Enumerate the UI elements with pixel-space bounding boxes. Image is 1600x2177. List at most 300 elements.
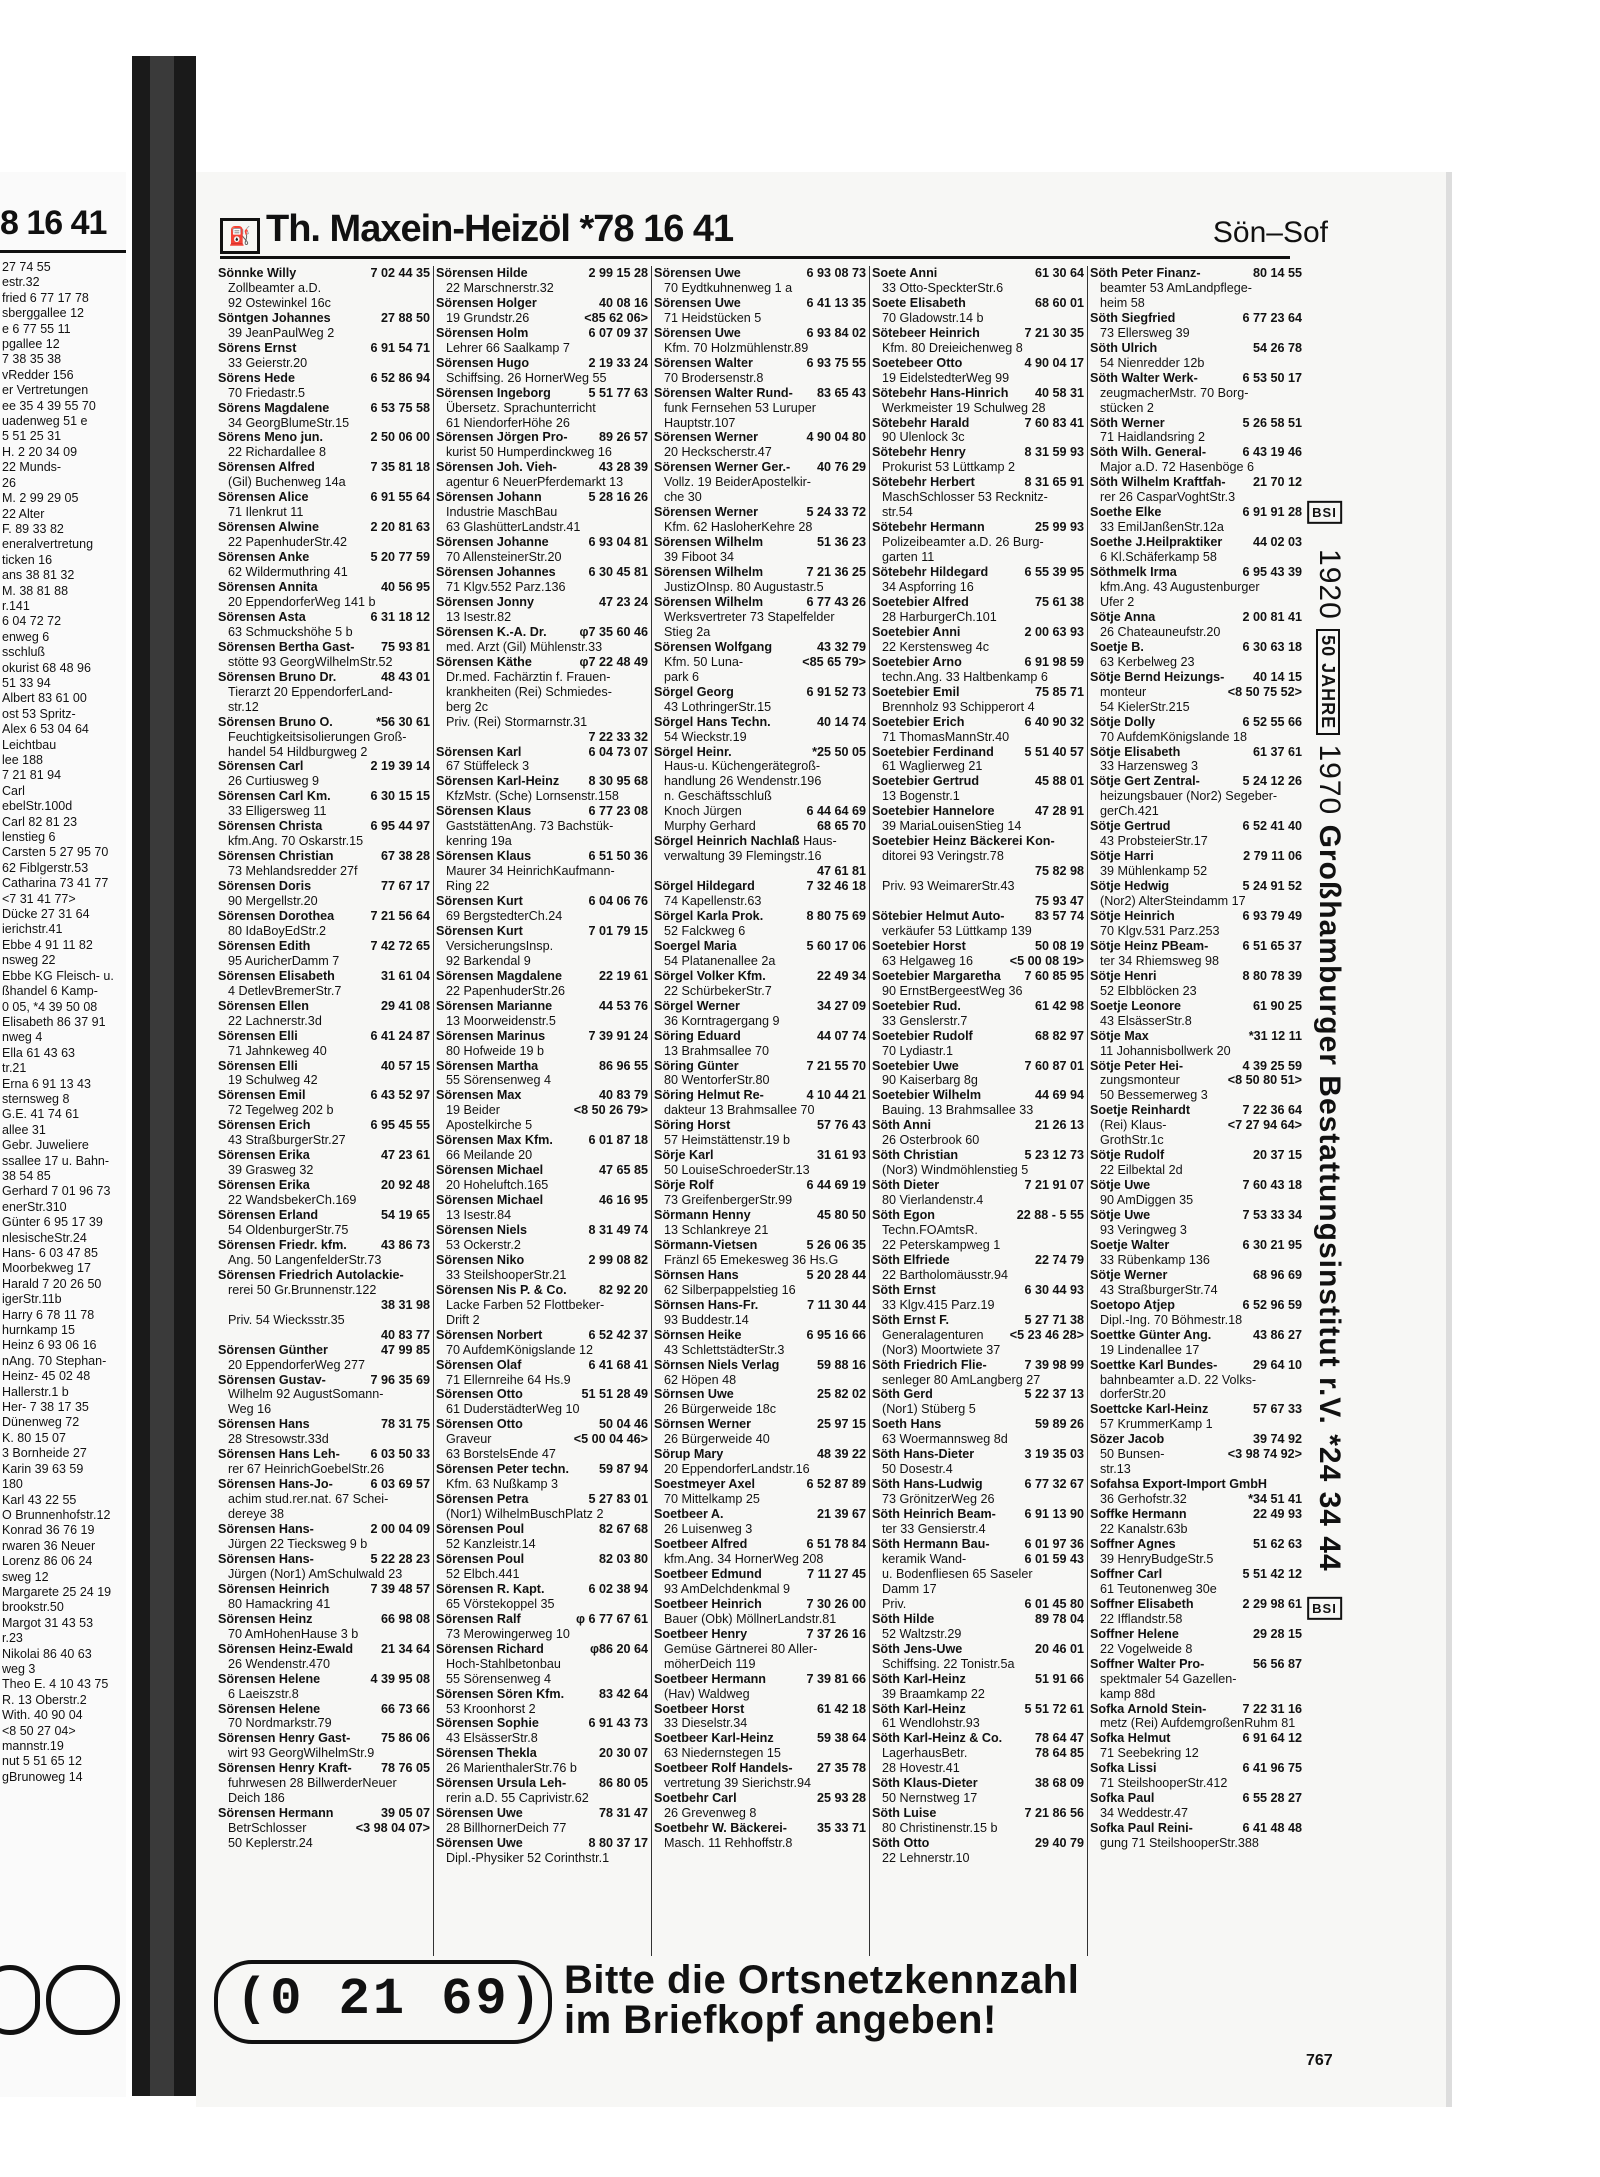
phone-number: <3 98 74 92> [1225,1447,1302,1462]
adjacent-page-line: Theo E. 4 10 43 75 [2,1677,109,1692]
listing-continuation [436,700,648,715]
entry-name: Soetebier Arno [872,654,962,669]
phone-number: 47 61 81 [816,864,866,879]
listing-continuation [654,849,866,864]
listing-continuation [1090,1642,1302,1657]
listing-continuation [1090,1118,1302,1133]
entry-name: Söring Horst [654,1118,731,1133]
entry-detail: 52 Kanzleistr.14 [446,1537,536,1552]
listing-entry [654,266,866,281]
entry-detail: VersicherungsInsp. [446,938,554,953]
entry-name: Soethe Elke [1090,505,1162,520]
listing-continuation [218,864,430,879]
entry-detail: 43 LothringerStr.15 [664,699,772,714]
adjacent-page-line: Harald 7 20 26 50 [2,1276,102,1291]
listing-entry [218,1582,430,1597]
entry-name: Sötje Henri [1090,968,1157,983]
listing-continuation [1090,655,1302,670]
entry-name: Sötebeer Heinrich [872,325,980,340]
phone-number: 43 28 39 [596,460,648,475]
entry-name: Sötje Hedwig [1090,879,1170,894]
entry-detail: 92 Barkendal 9 [446,953,531,968]
entry-detail: 61 Wendlohstr.93 [882,1716,980,1731]
entry-detail: krankheiten (Rei) Schmiedes- [446,684,612,699]
entry-detail: 62 Höpen 48 [664,1372,737,1387]
listing-entry [436,430,648,445]
phone-number: 6 77 23 64 [1239,311,1302,326]
entry-name: Soetje Leonore [1090,998,1181,1013]
phone-number: *25 50 05 [809,745,866,760]
entry-name: Sörensen Niko [436,1252,525,1267]
listing-entry [218,1612,430,1627]
entry-detail: dakteur 13 Brahmsallee 70 [664,1103,815,1118]
listing-continuation [654,924,866,939]
listing-continuation [872,430,1084,445]
adjacent-page-line: K. 80 15 07 [2,1430,66,1445]
entry-name: Sofka Helmut [1090,1731,1171,1746]
entry-detail: 71 ThomasMannStr.40 [882,729,1010,744]
listing-continuation [1090,595,1302,610]
phone-number: 2 00 63 93 [1021,625,1084,640]
listing-continuation [436,1507,648,1522]
entry-detail: 71 Ellernreihe 64 Hs.9 [446,1372,571,1387]
phone-number: 7 32 46 18 [803,879,866,894]
listing-continuation [436,730,648,745]
listing-entry [872,625,1084,640]
entry-detail: 61 NiendorferHöhe 26 [446,415,570,430]
phone-number: 6 44 69 19 [803,1178,866,1193]
phone-number: 39 05 07 [378,1806,430,1821]
phone-number: *34 51 41 [1245,1492,1302,1507]
listing-entry [218,401,430,416]
entry-detail: Kfm. 63 Nußkamp 3 [446,1477,558,1492]
listing-entry [218,1417,430,1432]
entry-name: Soergel Maria [654,938,737,953]
phone-number: 6 41 68 41 [585,1358,648,1373]
entry-name: Soetebier Margaretha [872,968,1001,983]
listing-continuation [436,371,648,386]
entry-name: Sörensen Poul [436,1551,525,1566]
phone-number: φ86 20 64 [587,1642,648,1657]
entry-name: Sörensen Niels [436,1223,527,1237]
phone-number: 5 20 77 59 [367,550,430,565]
phone-number: 38 31 98 [380,1297,430,1312]
page-number: 767 [1306,2052,1333,2069]
entry-name: Sörensen Heinz-Ewald [218,1641,354,1656]
entry-name: Soetopo Atjep [1090,1297,1175,1312]
listing-continuation [654,520,866,535]
listing-entry [436,1492,648,1507]
listing-continuation [218,505,430,520]
entry-name: Sörensen Alfred [218,460,315,475]
listing-entry [218,819,430,834]
entry-name: Sörensen Christa [218,819,323,834]
header-rule [220,256,1290,259]
phone-number: 39 74 92 [1250,1432,1302,1447]
listing-continuation [436,1672,648,1687]
listing-entry [436,326,648,341]
entry-name: Söth Heinrich Beam- [872,1507,996,1522]
listing-continuation [654,1492,866,1507]
phone-number: 75 85 71 [1032,685,1084,700]
entry-detail: 93 AmDelchdenkmal 9 [664,1581,791,1596]
phone-number: 6 40 90 32 [1021,715,1084,730]
entry-detail: 71 Haidlandsring 2 [1100,430,1206,445]
listing-continuation [1090,759,1302,774]
phone-number: 29 64 10 [1250,1358,1302,1373]
entry-detail: 71 SteilshooperStr.412 [1100,1776,1228,1791]
entry-name: Sötebehr Harald [872,415,970,430]
entry-name: Sörensen Erika [218,1148,310,1163]
entry-name: Sörensen Anke [218,550,310,565]
adjacent-page-line: lee 188 [2,753,44,767]
listing-entry [218,371,430,386]
phone-number: 40 08 16 [596,296,648,311]
entry-detail: 71 Ilenkrut 11 [228,505,304,520]
entry-detail: 61 Teutonenweg 30e [1100,1581,1217,1596]
listing-entry [1090,445,1302,460]
entry-name: Söth Hans-Ludwig [872,1477,983,1492]
entry-detail: 13 Isestr.84 [446,1208,512,1223]
listing-entry [218,610,430,625]
listing-entry [654,296,866,311]
listing-entry [1090,969,1302,984]
listing-continuation [436,1791,648,1806]
entry-detail: 52 Falckweg 6 [664,923,746,938]
listing-continuation [872,849,1084,864]
entry-detail: Bauing. 13 Brahmsallee 33 [882,1103,1034,1118]
listing-entry [654,1447,866,1462]
entry-name: Soettke Günter Ang. [1090,1327,1212,1342]
listing-continuation [1090,296,1302,311]
listing-continuation [654,774,866,789]
phone-number: *31 12 11 [1246,1029,1302,1044]
listing-entry [436,266,648,281]
listing-column [218,266,430,1956]
entry-name: Sörensen Käthe [436,654,532,669]
listing-continuation [1090,685,1302,700]
entry-detail: Masch. 11 Rehhoffstr.8 [664,1836,793,1851]
entry-detail: 50 Bessemerweg 3 [1100,1088,1208,1103]
entry-name: Söth Ernst F. [872,1312,949,1327]
listing-entry [654,326,866,341]
entry-detail: 26 MarienthalerStr.76 b [446,1761,577,1776]
listing-continuation [872,1716,1084,1731]
listing-continuation [1090,1417,1302,1432]
entry-detail: 39 Fiboot 34 [664,550,735,565]
listing-continuation [872,700,1084,715]
listing-continuation [654,1163,866,1178]
entry-detail: 61 Waglierweg 21 [882,759,983,774]
entry-detail: 22 WandsbekerCh.169 [228,1193,357,1208]
listing-continuation [654,1193,866,1208]
listing-continuation [1090,1253,1302,1268]
phone-number: 22 49 34 [814,969,866,984]
listing-continuation [872,1298,1084,1313]
listing-entry [436,490,648,505]
listing-entry [654,1791,866,1806]
phone-number: 22 88 - 5 55 [1014,1208,1084,1223]
listing-continuation [872,550,1084,565]
listing-entry [1090,505,1302,520]
entry-detail: Ring 22 [446,879,490,894]
adjacent-page-line: ost 53 Spritz- [2,706,76,721]
listing-continuation [218,1492,430,1507]
listing-entry [1090,1208,1302,1223]
entry-name: Soettke Karl Bundes- [1090,1357,1218,1372]
entry-name: Sörensen Richard [436,1641,544,1656]
entry-name: Sötje Heinrich [1090,908,1175,923]
listing-entry [872,326,1084,341]
phone-number: 7 21 91 07 [1021,1178,1084,1193]
phone-number: 7 02 44 35 [367,266,430,281]
phone-number: 5 22 37 13 [1021,1387,1084,1402]
phone-number: 75 93 81 [378,640,430,655]
entry-detail: (Nor3) Windmöhlenstieg 5 [882,1163,1029,1178]
entry-name: Sötje Gert Zentral- [1090,774,1200,789]
phone-number: 4 90 04 80 [803,430,866,445]
listing-entry [218,715,430,730]
listing-continuation [436,1178,648,1193]
entry-detail: Ang. 50 LangenfelderStr.73 [228,1252,382,1267]
entry-detail: 22 Bartholomäusstr.94 [882,1267,1009,1282]
entry-detail: str.12 [228,699,259,714]
listing-continuation [218,1298,430,1313]
listing-entry [654,834,866,849]
listing-continuation [872,311,1084,326]
entry-detail: 6 Kl.Schäferkamp 58 [1100,550,1217,565]
adjacent-page-line: Alex 6 53 04 64 [2,722,89,737]
phone-number: 5 24 91 52 [1239,879,1302,894]
phone-number: 2 19 33 24 [585,356,648,371]
entry-name: Soestmeyer Axel [654,1477,756,1492]
entry-detail: 63 Kerbelweg 23 [1100,654,1195,669]
listing-entry [436,535,648,550]
adjacent-page-line: Leichtbau [2,737,57,752]
entry-detail: ter 33 Gensierstr.4 [882,1522,986,1537]
entry-name: Söth Hans-Dieter [872,1447,975,1462]
entry-detail: 13 Bogenstr.1 [882,789,960,804]
entry-detail: Priv. (Rei) Stormarnstr.31 [446,714,588,729]
listing-entry [436,1776,648,1791]
entry-detail: dereye 38 [228,1507,285,1522]
entry-detail: 33 SteilshooperStr.21 [446,1267,567,1282]
listing-continuation [218,1687,430,1702]
entry-name: Sörnsen Heike [654,1327,742,1342]
entry-name: Soete Elisabeth [872,295,966,310]
phone-number: 5 51 40 57 [1021,745,1084,760]
listing-continuation [654,1642,866,1657]
adjacent-page-line: rwaren 36 Neuer [2,1538,96,1553]
entry-detail: Polizeibeamter a.D. 26 Burg- [882,535,1044,550]
entry-name: Söth Ulrich [1090,340,1158,355]
entry-detail: 34 Aspforring 16 [882,580,974,595]
listing-continuation [218,1313,430,1328]
phone-number: 40 83 79 [596,1088,648,1103]
entry-detail: bahnbeamter a.D. 22 Volks- [1100,1372,1257,1387]
entry-detail: 63 Schmuckshöhe 5 b [228,624,353,639]
entry-name: Sörensen Bruno Dr. [218,669,337,684]
listing-entry [436,386,648,401]
phone-number: <8 50 75 52> [1225,685,1302,700]
entry-name: Sörensen Werner Ger.- [654,460,791,475]
listing-continuation [872,1582,1084,1597]
listing-entry [436,625,648,640]
phone-number: 77 67 17 [378,879,430,894]
entry-detail: 43 StraßburgerStr.74 [1100,1282,1218,1297]
listing-continuation [218,1432,430,1447]
listing-entry [436,1253,648,1268]
entry-name: Sörensen Werner [654,505,759,520]
phone-number: 86 96 55 [596,1059,648,1074]
listing-continuation [654,864,866,879]
phone-number: 6 04 73 07 [585,745,648,760]
entry-detail: ter 34 Rhiemsweg 98 [1100,953,1220,968]
adjacent-page-line: Ebbe 4 91 11 82 [2,937,93,952]
adjacent-page-line: R. 13 Oberstr.2 [2,1692,87,1707]
entry-name: Soetbeer A. [654,1507,724,1522]
listing-continuation [1090,1522,1302,1537]
phone-number: 51 62 63 [1250,1537,1302,1552]
phone-number: 7 60 85 95 [1021,969,1084,984]
listing-continuation [218,386,430,401]
listing-entry [872,1253,1084,1268]
entry-detail: 33 Geierstr.20 [228,355,308,370]
area-code-badge [214,1960,552,2044]
listing-continuation [1090,1806,1302,1821]
phone-number: 7 22 31 16 [1239,1702,1302,1717]
phone-number: 6 95 43 39 [1239,565,1302,580]
entry-name: Söring Günter [654,1058,739,1073]
entry-detail: Apostelkirche 5 [446,1118,533,1133]
phone-number: 44 69 94 [1032,1088,1084,1103]
entry-detail: 90 Kaiserbarg 8g [882,1073,978,1088]
listing-continuation [1090,520,1302,535]
phone-number: 51 36 23 [814,535,866,550]
entry-detail: 19 EidelstedterWeg 99 [882,370,1010,385]
page-header [220,208,1340,268]
entry-name: Sörensen Uwe [654,295,741,310]
entry-detail: kfm.Ang. 43 Augustenburger [1100,580,1260,595]
entry-detail: 22 Kanalstr.63b [1100,1522,1188,1537]
listing-continuation [654,759,866,774]
listing-continuation [872,1567,1084,1582]
entry-detail: Feuchtigkeitsisolierungen Groß- [228,729,407,744]
listing-entry [872,475,1084,490]
listing-column [1090,266,1302,1956]
listing-continuation [872,640,1084,655]
adjacent-page-line: 22 Munds- [2,460,62,475]
entry-detail: Kfm. 50 Luna- [664,654,744,669]
listing-entry [218,1148,430,1163]
listing-continuation [654,670,866,685]
listing-entry [1090,1477,1302,1492]
adjacent-page-line: Gebr. Juweliere [2,1138,89,1153]
listing-continuation [654,311,866,326]
entry-detail: Fränzl 65 Emekesweg 36 Hs.G [664,1252,839,1267]
phone-number: 6 52 86 94 [367,371,430,386]
listing-continuation [654,700,866,715]
adjacent-page-line: enweg 6 [2,629,50,644]
entry-name: Sörensen Hans Leh- [218,1447,340,1462]
adjacent-page-line: Moorbekweg 17 [2,1261,91,1276]
listing-continuation [872,1597,1084,1612]
entry-detail: n. Geschäftsschluß [664,789,772,804]
phone-number: 34 27 09 [814,999,866,1014]
listing-entry [872,834,1084,849]
listing-entry [654,1238,866,1253]
entry-detail: 71 Heidstücken 5 [664,310,762,325]
listing-continuation [218,685,430,700]
phone-number: 20 37 15 [1250,1148,1302,1163]
listing-entry [436,849,648,864]
listing-continuation [436,1657,648,1672]
listing-entry [436,1223,648,1238]
listing-entry [654,879,866,894]
listing-entry [654,1702,866,1717]
entry-name: Söth Klaus-Dieter [872,1776,978,1791]
entry-name: Sörensen Otto [436,1417,523,1432]
phone-number: 2 99 15 28 [585,266,648,281]
entry-name: Sörgel Karla Prok. [654,908,764,923]
entry-name: Sörensen Erland [218,1208,319,1223]
entry-name: Sörensen Hermann [218,1806,334,1821]
entry-name: Sötje Dolly [1090,714,1156,729]
phone-number: <3 98 04 07> [353,1821,430,1836]
phone-number: 7 21 56 64 [367,909,430,924]
entry-detail: che 30 [664,490,702,505]
listing-entry [872,356,1084,371]
entry-detail: Damm 17 [882,1581,937,1596]
listing-continuation [872,1492,1084,1507]
listing-continuation [872,1687,1084,1702]
entry-name: Soffner Elisabeth [1090,1596,1194,1611]
listing-entry [1090,371,1302,386]
entry-detail: 73 GreifenbergerStr.99 [664,1193,793,1208]
listing-continuation [218,1073,430,1088]
listing-entry [218,1552,430,1567]
phone-number: 47 23 61 [378,1148,430,1163]
entry-name: Soeth Hans [872,1417,942,1432]
listing-continuation [654,610,866,625]
listing-continuation [436,1702,648,1717]
listing-continuation [654,789,866,804]
listing-continuation [872,1073,1084,1088]
listing-entry [1090,311,1302,326]
entry-detail: 28 Stresowstr.33d [228,1432,329,1447]
entry-detail: wirt 93 GeorgWilhelmStr.9 [228,1746,375,1761]
phone-number: 5 60 17 06 [803,939,866,954]
adjacent-page-line: ierichstr.41 [2,922,63,937]
entry-name: Sörensen Olaf [436,1357,522,1372]
listing-entry [872,715,1084,730]
entry-name: Sötebehr Henry [872,445,966,460]
entry-detail: 80 Hofweide 19 b [446,1043,545,1058]
entry-detail: 63 Helgaweg 16 [882,953,974,968]
adjacent-page-line: H. 2 20 34 09 [2,444,78,459]
entry-detail: 26 Chateauneufstr.20 [1100,624,1221,639]
phone-number: 57 67 33 [1250,1402,1302,1417]
entry-detail: 22 SchürbekerStr.7 [664,983,772,998]
entry-detail: senleger 80 AmLangberg 27 [882,1372,1041,1387]
listing-continuation [654,984,866,999]
entry-detail: 70 AufdemKönigslande 12 [446,1342,594,1357]
entry-name: Sörensen Ingeborg [436,385,551,400]
phone-number: 82 03 80 [596,1552,648,1567]
adjacent-page-line: 180 [2,1477,23,1492]
entry-name: Sörensen Henry Kraft- [218,1761,352,1776]
entry-detail: 11 Johannisbollwerk 20 [1100,1043,1231,1058]
